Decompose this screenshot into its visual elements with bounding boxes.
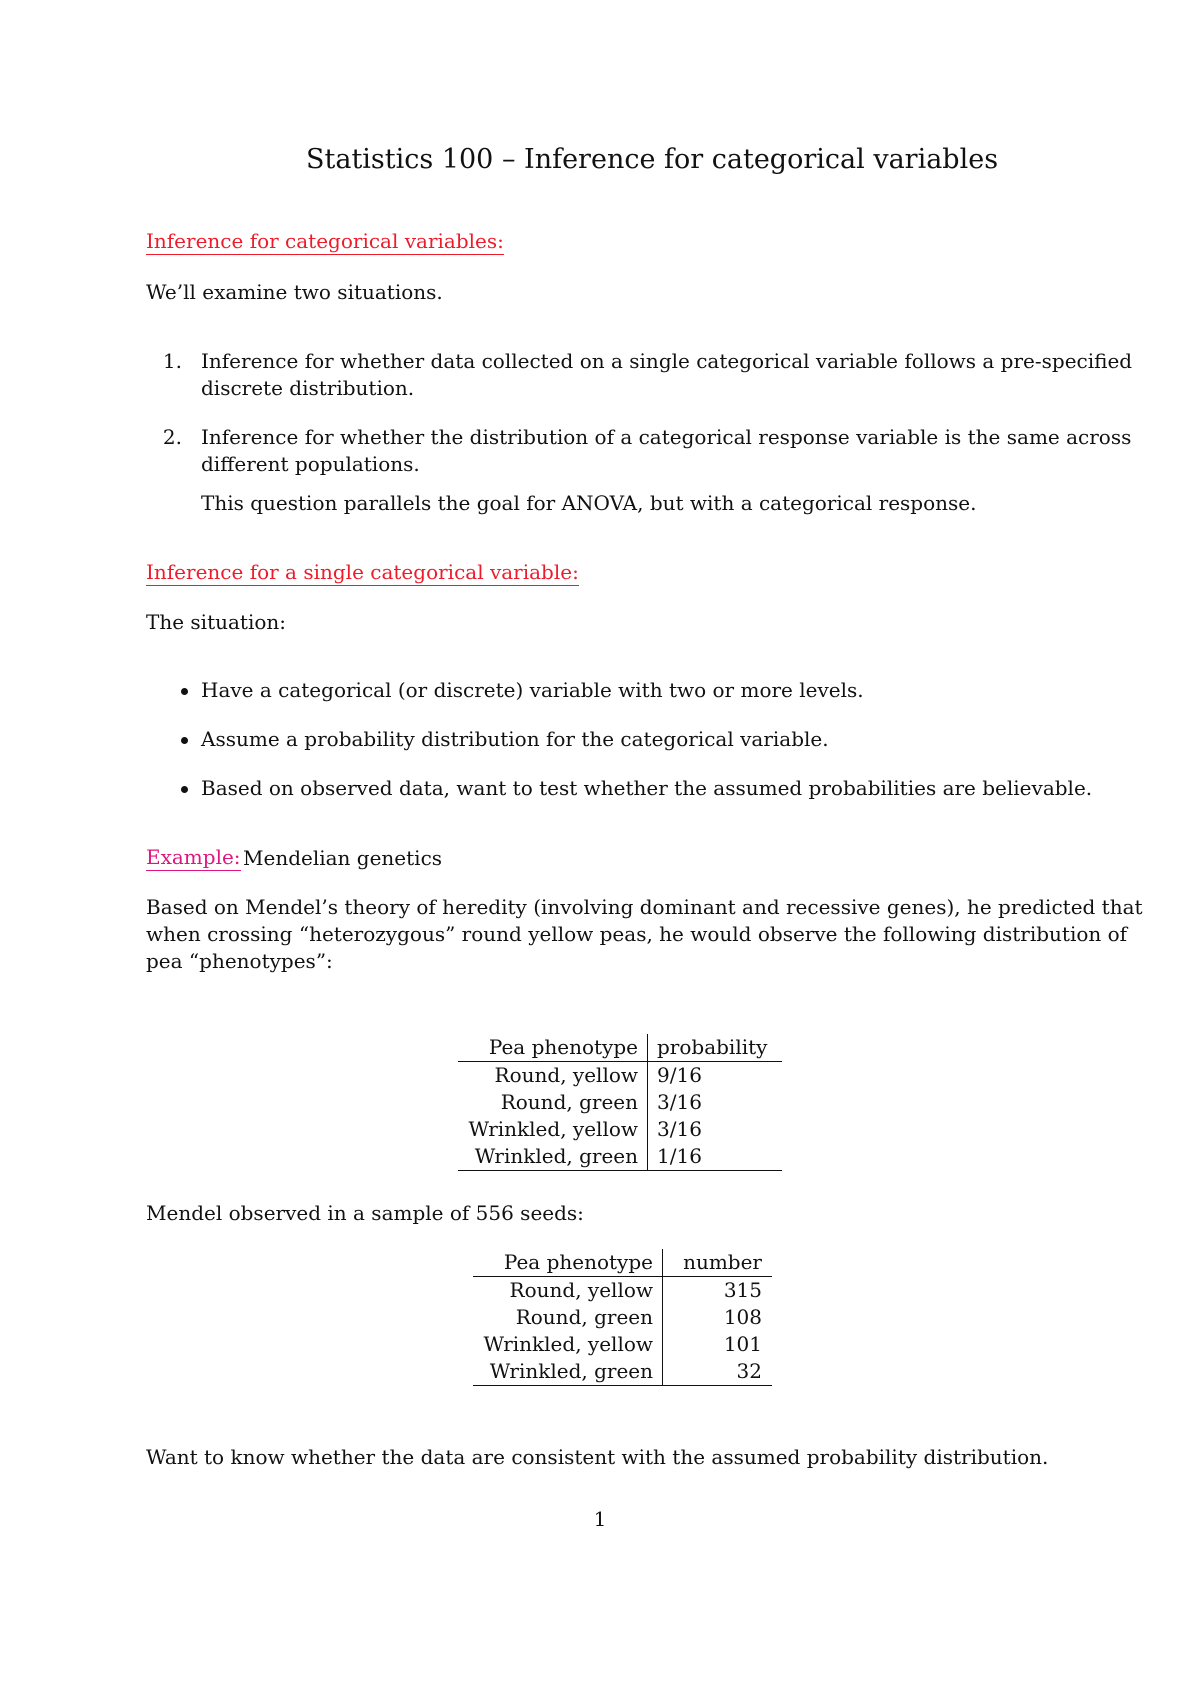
page-title: Statistics 100 – Inference for categorical variables [306, 144, 999, 175]
page-number: 1 [593, 1507, 607, 1531]
list-item-note: This question parallels the goal for ANOVA, but with a categorical response. [201, 491, 977, 515]
table-row [458, 1062, 782, 1090]
table-cell: Wrinkled, green [458, 1143, 648, 1171]
bullet-item: Assume a probability distribution for the categorical variable. [201, 727, 829, 751]
list-item-line: discrete distribution. [201, 376, 415, 400]
table-cell: 3/16 [657, 1117, 702, 1141]
table-row [473, 1331, 772, 1358]
table-cell: Round, green [458, 1089, 648, 1116]
table-row [458, 1143, 782, 1171]
table-cell: 9/16 [657, 1063, 702, 1087]
table-cell: Wrinkled, yellow [458, 1116, 648, 1143]
table-row [473, 1277, 772, 1305]
example-paragraph-line: Based on Mendel’s theory of heredity (involving dominant and recessive genes), he predicted that [146, 895, 1143, 919]
list-item-number: 1. [162, 349, 182, 373]
observed-intro: Mendel observed in a sample of 556 seeds: [146, 1201, 584, 1225]
example-topic: Mendelian genetics [243, 846, 443, 870]
table-header-cell: probability [648, 1034, 783, 1062]
table-row [473, 1358, 772, 1386]
bullet-icon [181, 786, 188, 793]
example-paragraph-line: when crossing “heterozygous” round yellow peas, he would observe the following distribution of [146, 922, 1128, 946]
table-cell: 101 [723, 1332, 762, 1356]
table-cell: 315 [723, 1278, 762, 1302]
example-label: Example: [146, 845, 241, 869]
probability-table [458, 1034, 782, 1171]
table-header-row [458, 1034, 782, 1062]
table-cell: Round, green [473, 1304, 663, 1331]
list-item-line: Inference for whether the distribution of a categorical response variable is the same across [201, 425, 1132, 449]
table-row [458, 1116, 782, 1143]
table-header-cell: number [663, 1249, 773, 1277]
section-intro: The situation: [146, 610, 287, 634]
table-header-row [473, 1249, 772, 1277]
bullet-item: Have a categorical (or discrete) variable with two or more levels. [201, 678, 864, 702]
table-row [458, 1089, 782, 1116]
table-cell: Wrinkled, green [473, 1358, 663, 1386]
table-cell: 32 [663, 1358, 773, 1386]
section-heading-single-variable: Inference for a single categorical variable: [146, 560, 579, 584]
table-cell: Round, yellow [473, 1277, 663, 1305]
closing-sentence: Want to know whether the data are consistent with the assumed probability distribution. [146, 1445, 1049, 1469]
bullet-item: Based on observed data, want to test whether the assumed probabilities are believable. [201, 776, 1093, 800]
example-paragraph-line: pea “phenotypes”: [146, 949, 333, 973]
table-cell: 3/16 [657, 1090, 702, 1114]
table-header-cell: Pea phenotype [473, 1249, 663, 1277]
table-cell: Wrinkled, yellow [473, 1331, 663, 1358]
table-cell: 1/16 [648, 1143, 783, 1171]
observed-counts-table [473, 1249, 772, 1386]
bullet-icon [181, 737, 188, 744]
table-row [473, 1304, 772, 1331]
bullet-icon [181, 688, 188, 695]
table-cell: Round, yellow [458, 1062, 648, 1090]
table-header-cell: Pea phenotype [458, 1034, 648, 1062]
section-heading-categorical: Inference for categorical variables: [146, 229, 504, 253]
list-item-line: different populations. [201, 452, 420, 476]
list-item-number: 2. [162, 425, 182, 449]
table-cell: 108 [723, 1305, 762, 1329]
section-intro: We’ll examine two situations. [146, 280, 443, 304]
list-item-line: Inference for whether data collected on a single categorical variable follows a pre-specified [201, 349, 1133, 373]
